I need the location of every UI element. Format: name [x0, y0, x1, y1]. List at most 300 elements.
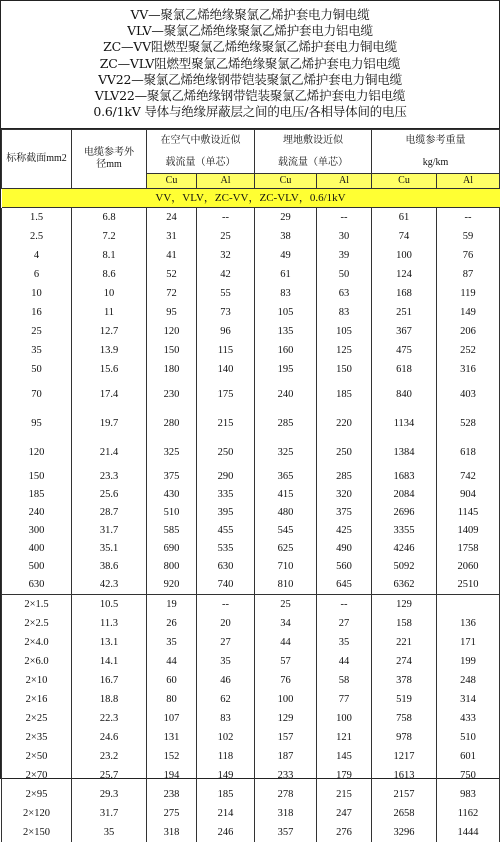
table-row: [2, 246, 500, 265]
table-cell: 800: [147, 557, 197, 575]
table-cell: 1.5: [2, 208, 72, 227]
table-cell: 44: [147, 652, 197, 671]
table-cell: 107: [147, 709, 197, 728]
col-header-weight: 电缆参考重量: [372, 130, 500, 153]
table-row: [2, 709, 500, 728]
table-cell: 290: [197, 467, 255, 485]
table-cell: 77: [317, 690, 372, 709]
table-cell: 2×35: [2, 728, 72, 747]
table-cell: 220: [317, 409, 372, 438]
table-row: [2, 671, 500, 690]
table-cell: 2157: [372, 785, 437, 804]
title-line: ZC—VV阻燃型聚氯乙烯绝缘聚氯乙烯护套电力铜电缆: [103, 39, 397, 55]
table-cell: 145: [317, 747, 372, 766]
table-cell: 25: [197, 227, 255, 246]
table-cell: 4: [2, 246, 72, 265]
table-cell: 10: [72, 284, 147, 303]
table-cell: 430: [147, 485, 197, 503]
table-cell: 215: [197, 409, 255, 438]
table-cell: 240: [255, 379, 317, 409]
table-cell: 320: [317, 485, 372, 503]
col-header-air: 在空气中敷设近似: [147, 130, 255, 153]
table-cell: 758: [372, 709, 437, 728]
table-cell: 920: [147, 575, 197, 595]
col-header-weight-unit: kg/km: [372, 152, 500, 174]
table-cell: 500: [2, 557, 72, 575]
table-cell: 3355: [372, 521, 437, 539]
table-cell: 46: [197, 671, 255, 690]
table-cell: 55: [197, 284, 255, 303]
table-cell: 250: [317, 438, 372, 467]
table-cell: 179: [317, 766, 372, 785]
table-cell: 76: [437, 246, 500, 265]
table-row: [2, 539, 500, 557]
table-cell: 95: [147, 303, 197, 322]
table-cell: 2.5: [2, 227, 72, 246]
table-cell: 983: [437, 785, 500, 804]
table-cell: 2×25: [2, 709, 72, 728]
table-cell: 810: [255, 575, 317, 595]
col-header-diameter-line1: 电缆参考外: [84, 147, 134, 158]
table-row: [2, 575, 500, 595]
table-row: [2, 633, 500, 652]
table-cell: 490: [317, 539, 372, 557]
table-cell: 57: [255, 652, 317, 671]
table-cell: --: [437, 208, 500, 227]
table-cell: 618: [372, 360, 437, 379]
table-cell: 19: [147, 595, 197, 615]
table-cell: 510: [147, 503, 197, 521]
table-row: [2, 265, 500, 284]
col-header-al: Al: [197, 174, 255, 189]
table-cell: 400: [2, 539, 72, 557]
table-cell: 233: [255, 766, 317, 785]
title-line: VV—聚氯乙烯绝缘聚氯乙烯护套电力铜电缆: [130, 7, 370, 22]
table-cell: 16.7: [72, 671, 147, 690]
table-cell: 18.8: [72, 690, 147, 709]
table-cell: 35: [317, 633, 372, 652]
table-cell: 131: [147, 728, 197, 747]
table-cell: 238: [147, 785, 197, 804]
table-cell: 3296: [372, 823, 437, 842]
title-line: ZC—VLV阻燃型聚氯乙烯绝缘聚氯乙烯护套电力铝电缆: [99, 55, 401, 71]
col-header-al: Al: [437, 174, 500, 189]
table-cell: 124: [372, 265, 437, 284]
col-header-ground: 埋地敷设近似: [255, 130, 372, 153]
table-cell: 535: [197, 539, 255, 557]
table-cell: 21.4: [72, 438, 147, 467]
table-cell: 6.8: [72, 208, 147, 227]
table-cell: 2×2.5: [2, 614, 72, 633]
table-cell: 13.9: [72, 341, 147, 360]
table-cell: 129: [372, 595, 437, 615]
table-cell: 25.6: [72, 485, 147, 503]
table-cell: 1217: [372, 747, 437, 766]
table-cell: 740: [197, 575, 255, 595]
table-cell: 29.3: [72, 785, 147, 804]
col-header-cu: Cu: [255, 174, 317, 189]
col-header-diameter: [72, 130, 147, 189]
table-cell: 149: [437, 303, 500, 322]
table-cell: 70: [2, 379, 72, 409]
table-cell: 168: [372, 284, 437, 303]
table-cell: 158: [372, 614, 437, 633]
table-cell: 58: [317, 671, 372, 690]
table-cell: 60: [147, 671, 197, 690]
table-cell: 187: [255, 747, 317, 766]
table-cell: 185: [2, 485, 72, 503]
table-cell: 528: [437, 409, 500, 438]
table-cell: 59: [437, 227, 500, 246]
table-cell: 316: [437, 360, 500, 379]
table-row: [2, 614, 500, 633]
table-cell: 214: [197, 804, 255, 823]
table-cell: 157: [255, 728, 317, 747]
table-cell: 17.4: [72, 379, 147, 409]
table-cell: 140: [197, 360, 255, 379]
table-cell: 415: [255, 485, 317, 503]
table-cell: 194: [147, 766, 197, 785]
table-cell: 325: [255, 438, 317, 467]
table-cell: 274: [372, 652, 437, 671]
table-cell: --: [197, 595, 255, 615]
table-cell: 72: [147, 284, 197, 303]
table-header: [1, 129, 500, 208]
table-cell: 136: [437, 614, 500, 633]
table-cell: 1444: [437, 823, 500, 842]
table-cell: 248: [437, 671, 500, 690]
table-cell: 2696: [372, 503, 437, 521]
table-row: [2, 467, 500, 485]
col-header-cu: Cu: [372, 174, 437, 189]
table-row: [2, 766, 500, 785]
col-header-cu: Cu: [147, 174, 197, 189]
table-cell: 365: [255, 467, 317, 485]
table-cell: 42.3: [72, 575, 147, 595]
table-row: [2, 652, 500, 671]
table-cell: 23.2: [72, 747, 147, 766]
title-line: 0.6/1kV 导体与绝缘屏蔽层之间的电压/各相导体间的电压: [93, 104, 407, 120]
table-cell: 115: [197, 341, 255, 360]
table-cell: 2×95: [2, 785, 72, 804]
table-row: [2, 227, 500, 246]
title-line: VV22—聚氯乙烯绝缘钢带铠装聚氯乙烯护套电力铜电缆: [98, 71, 402, 87]
table-cell: 1162: [437, 804, 500, 823]
title-line: VLV—聚氯乙烯绝缘聚氯乙烯护套电力铝电缆: [127, 23, 373, 39]
table-cell: 455: [197, 521, 255, 539]
col-header-al: Al: [317, 174, 372, 189]
table-cell: 29: [255, 208, 317, 227]
table-cell: 252: [437, 341, 500, 360]
table-cell: 690: [147, 539, 197, 557]
table-cell: 27: [197, 633, 255, 652]
table-cell: 49: [255, 246, 317, 265]
table-cell: 2×6.0: [2, 652, 72, 671]
table-cell: 246: [197, 823, 255, 842]
table-cell: 180: [147, 360, 197, 379]
table-cell: 11: [72, 303, 147, 322]
table-cell: 27: [317, 614, 372, 633]
table-cell: 10.5: [72, 595, 147, 615]
table-cell: 24.6: [72, 728, 147, 747]
table-cell: 1409: [437, 521, 500, 539]
table-cell: 199: [437, 652, 500, 671]
table-cell: 52: [147, 265, 197, 284]
table-cell: 510: [437, 728, 500, 747]
table-cell: 135: [255, 322, 317, 341]
table-cell: 119: [437, 284, 500, 303]
table-row: [2, 409, 500, 438]
table-cell: --: [317, 208, 372, 227]
table-cell: 1758: [437, 539, 500, 557]
table-cell: 80: [147, 690, 197, 709]
table-cell: 335: [197, 485, 255, 503]
table-cell: 61: [372, 208, 437, 227]
table-cell: 25: [255, 595, 317, 615]
table-cell: 30: [317, 227, 372, 246]
table-cell: 285: [317, 467, 372, 485]
table-cell: 325: [147, 438, 197, 467]
table-cell: 20: [197, 614, 255, 633]
table-cell: 2×150: [2, 823, 72, 842]
table-cell: 545: [255, 521, 317, 539]
table-cell: 625: [255, 539, 317, 557]
table-cell: 25: [2, 322, 72, 341]
table-cell: 96: [197, 322, 255, 341]
table-cell: 250: [197, 438, 255, 467]
table-row: [2, 804, 500, 823]
table-cell: 395: [197, 503, 255, 521]
table-cell: 630: [2, 575, 72, 595]
table-cell: 12.7: [72, 322, 147, 341]
table-cell: 61: [255, 265, 317, 284]
table-cell: 35: [197, 652, 255, 671]
table-cell: 314: [437, 690, 500, 709]
table-row: [2, 690, 500, 709]
table-cell: 2×16: [2, 690, 72, 709]
table-row: [2, 322, 500, 341]
table-cell: 2×10: [2, 671, 72, 690]
table-cell: 160: [255, 341, 317, 360]
table-cell: 150: [2, 467, 72, 485]
col-header-air-sub: 载流量（单芯）: [147, 152, 255, 174]
table-cell: 585: [147, 521, 197, 539]
table-row: [2, 438, 500, 467]
table-cell: 26: [147, 614, 197, 633]
col-header-diameter-line2: 径mm: [96, 159, 122, 170]
table-cell: 8.1: [72, 246, 147, 265]
table-cell: 87: [437, 265, 500, 284]
section-title: VV，VLV，ZC-VV，ZC-VLV，0.6/1kV: [2, 189, 500, 208]
table-cell: 710: [255, 557, 317, 575]
table-cell: 2×50: [2, 747, 72, 766]
table-cell: 2×70: [2, 766, 72, 785]
table-cell: 5092: [372, 557, 437, 575]
table-cell: 185: [317, 379, 372, 409]
table-cell: 23.3: [72, 467, 147, 485]
table-cell: 433: [437, 709, 500, 728]
table-cell: 63: [317, 284, 372, 303]
table-cell: 230: [147, 379, 197, 409]
table-cell: 10: [2, 284, 72, 303]
table-cell: 118: [197, 747, 255, 766]
table-cell: 152: [147, 747, 197, 766]
table-cell: 2060: [437, 557, 500, 575]
table-cell: 750: [437, 766, 500, 785]
table-cell: 62: [197, 690, 255, 709]
table-row: [2, 303, 500, 322]
table-row: [2, 785, 500, 804]
table-cell: 195: [255, 360, 317, 379]
table-row: [2, 557, 500, 575]
table-cell: 1384: [372, 438, 437, 467]
table-row: [2, 360, 500, 379]
table-cell: 403: [437, 379, 500, 409]
table-cell: 318: [147, 823, 197, 842]
table-cell: 2084: [372, 485, 437, 503]
table-cell: 28.7: [72, 503, 147, 521]
col-header-ground-sub: 载流量（单芯）: [255, 152, 372, 174]
table-cell: 100: [372, 246, 437, 265]
table-cell: 39: [317, 246, 372, 265]
table-row: [2, 747, 500, 766]
table-cell: 2510: [437, 575, 500, 595]
table-cell: 240: [2, 503, 72, 521]
table-cell: 6362: [372, 575, 437, 595]
table-cell: 13.1: [72, 633, 147, 652]
table-cell: 221: [372, 633, 437, 652]
table-cell: 38: [255, 227, 317, 246]
table-cell: 74: [372, 227, 437, 246]
table-row: [2, 521, 500, 539]
table-cell: 83: [197, 709, 255, 728]
table-cell: 318: [255, 804, 317, 823]
table-cell: 34: [255, 614, 317, 633]
table-cell: 31: [147, 227, 197, 246]
table-cell: 149: [197, 766, 255, 785]
table-cell: 41: [147, 246, 197, 265]
table-cell: 31.7: [72, 804, 147, 823]
table-cell: 50: [317, 265, 372, 284]
table-cell: 4246: [372, 539, 437, 557]
table-cell: 22.3: [72, 709, 147, 728]
table-cell: 50: [2, 360, 72, 379]
col-header-section: 标称截面mm2: [2, 130, 72, 189]
data-table: [1, 208, 500, 842]
table-cell: 25.7: [72, 766, 147, 785]
table-cell: 6: [2, 265, 72, 284]
table-row: [2, 341, 500, 360]
table-cell: 1145: [437, 503, 500, 521]
table-cell: 19.7: [72, 409, 147, 438]
table-cell: 475: [372, 341, 437, 360]
table-cell: 375: [147, 467, 197, 485]
table-cell: 285: [255, 409, 317, 438]
table-row: [2, 728, 500, 747]
table-cell: 150: [317, 360, 372, 379]
table-row: [2, 823, 500, 842]
table-cell: 206: [437, 322, 500, 341]
table-cell: 630: [197, 557, 255, 575]
table-cell: 125: [317, 341, 372, 360]
table-cell: 375: [317, 503, 372, 521]
table-cell: 171: [437, 633, 500, 652]
table-cell: 129: [255, 709, 317, 728]
table-cell: 120: [147, 322, 197, 341]
table-row: [2, 595, 500, 615]
table-cell: 42: [197, 265, 255, 284]
table-cell: 300: [2, 521, 72, 539]
table-cell: 978: [372, 728, 437, 747]
table-cell: 100: [255, 690, 317, 709]
table-cell: 247: [317, 804, 372, 823]
table-cell: 2×120: [2, 804, 72, 823]
table-cell: 601: [437, 747, 500, 766]
table-row: [2, 379, 500, 409]
table-cell: 560: [317, 557, 372, 575]
table-cell: 175: [197, 379, 255, 409]
table-cell: --: [197, 208, 255, 227]
table-cell: 35: [72, 823, 147, 842]
table-cell: 35: [147, 633, 197, 652]
table-cell: 840: [372, 379, 437, 409]
table-cell: 2658: [372, 804, 437, 823]
table-cell: 278: [255, 785, 317, 804]
table-row: [2, 485, 500, 503]
table-cell: 121: [317, 728, 372, 747]
table-cell: 35.1: [72, 539, 147, 557]
table-cell: 44: [317, 652, 372, 671]
table-cell: 150: [147, 341, 197, 360]
table-cell: 1683: [372, 467, 437, 485]
table-cell: 7.2: [72, 227, 147, 246]
table-cell: 1134: [372, 409, 437, 438]
table-cell: [437, 595, 500, 615]
table-cell: 425: [317, 521, 372, 539]
table-cell: 73: [197, 303, 255, 322]
table-cell: 15.6: [72, 360, 147, 379]
table-cell: 14.1: [72, 652, 147, 671]
table-cell: 32: [197, 246, 255, 265]
table-cell: 11.3: [72, 614, 147, 633]
table-cell: 44: [255, 633, 317, 652]
table-cell: 2×4.0: [2, 633, 72, 652]
table-row: [2, 208, 500, 227]
table-cell: 120: [2, 438, 72, 467]
table-cell: 357: [255, 823, 317, 842]
table-cell: 280: [147, 409, 197, 438]
table-cell: 16: [2, 303, 72, 322]
table-cell: 83: [255, 284, 317, 303]
title-line: VLV22—聚氯乙烯绝缘钢带铠装聚氯乙烯护套电力铝电缆: [94, 88, 406, 104]
table-cell: 24: [147, 208, 197, 227]
table-cell: 35: [2, 341, 72, 360]
table-cell: 1613: [372, 766, 437, 785]
table-cell: --: [317, 595, 372, 615]
table-cell: 31.7: [72, 521, 147, 539]
table-row: [2, 503, 500, 521]
table-cell: 378: [372, 671, 437, 690]
title-block: [1, 1, 499, 129]
table-cell: 742: [437, 467, 500, 485]
table-cell: 185: [197, 785, 255, 804]
table-cell: 100: [317, 709, 372, 728]
table-cell: 276: [317, 823, 372, 842]
table-cell: 645: [317, 575, 372, 595]
table-cell: 83: [317, 303, 372, 322]
table-cell: 102: [197, 728, 255, 747]
table-cell: 105: [317, 322, 372, 341]
